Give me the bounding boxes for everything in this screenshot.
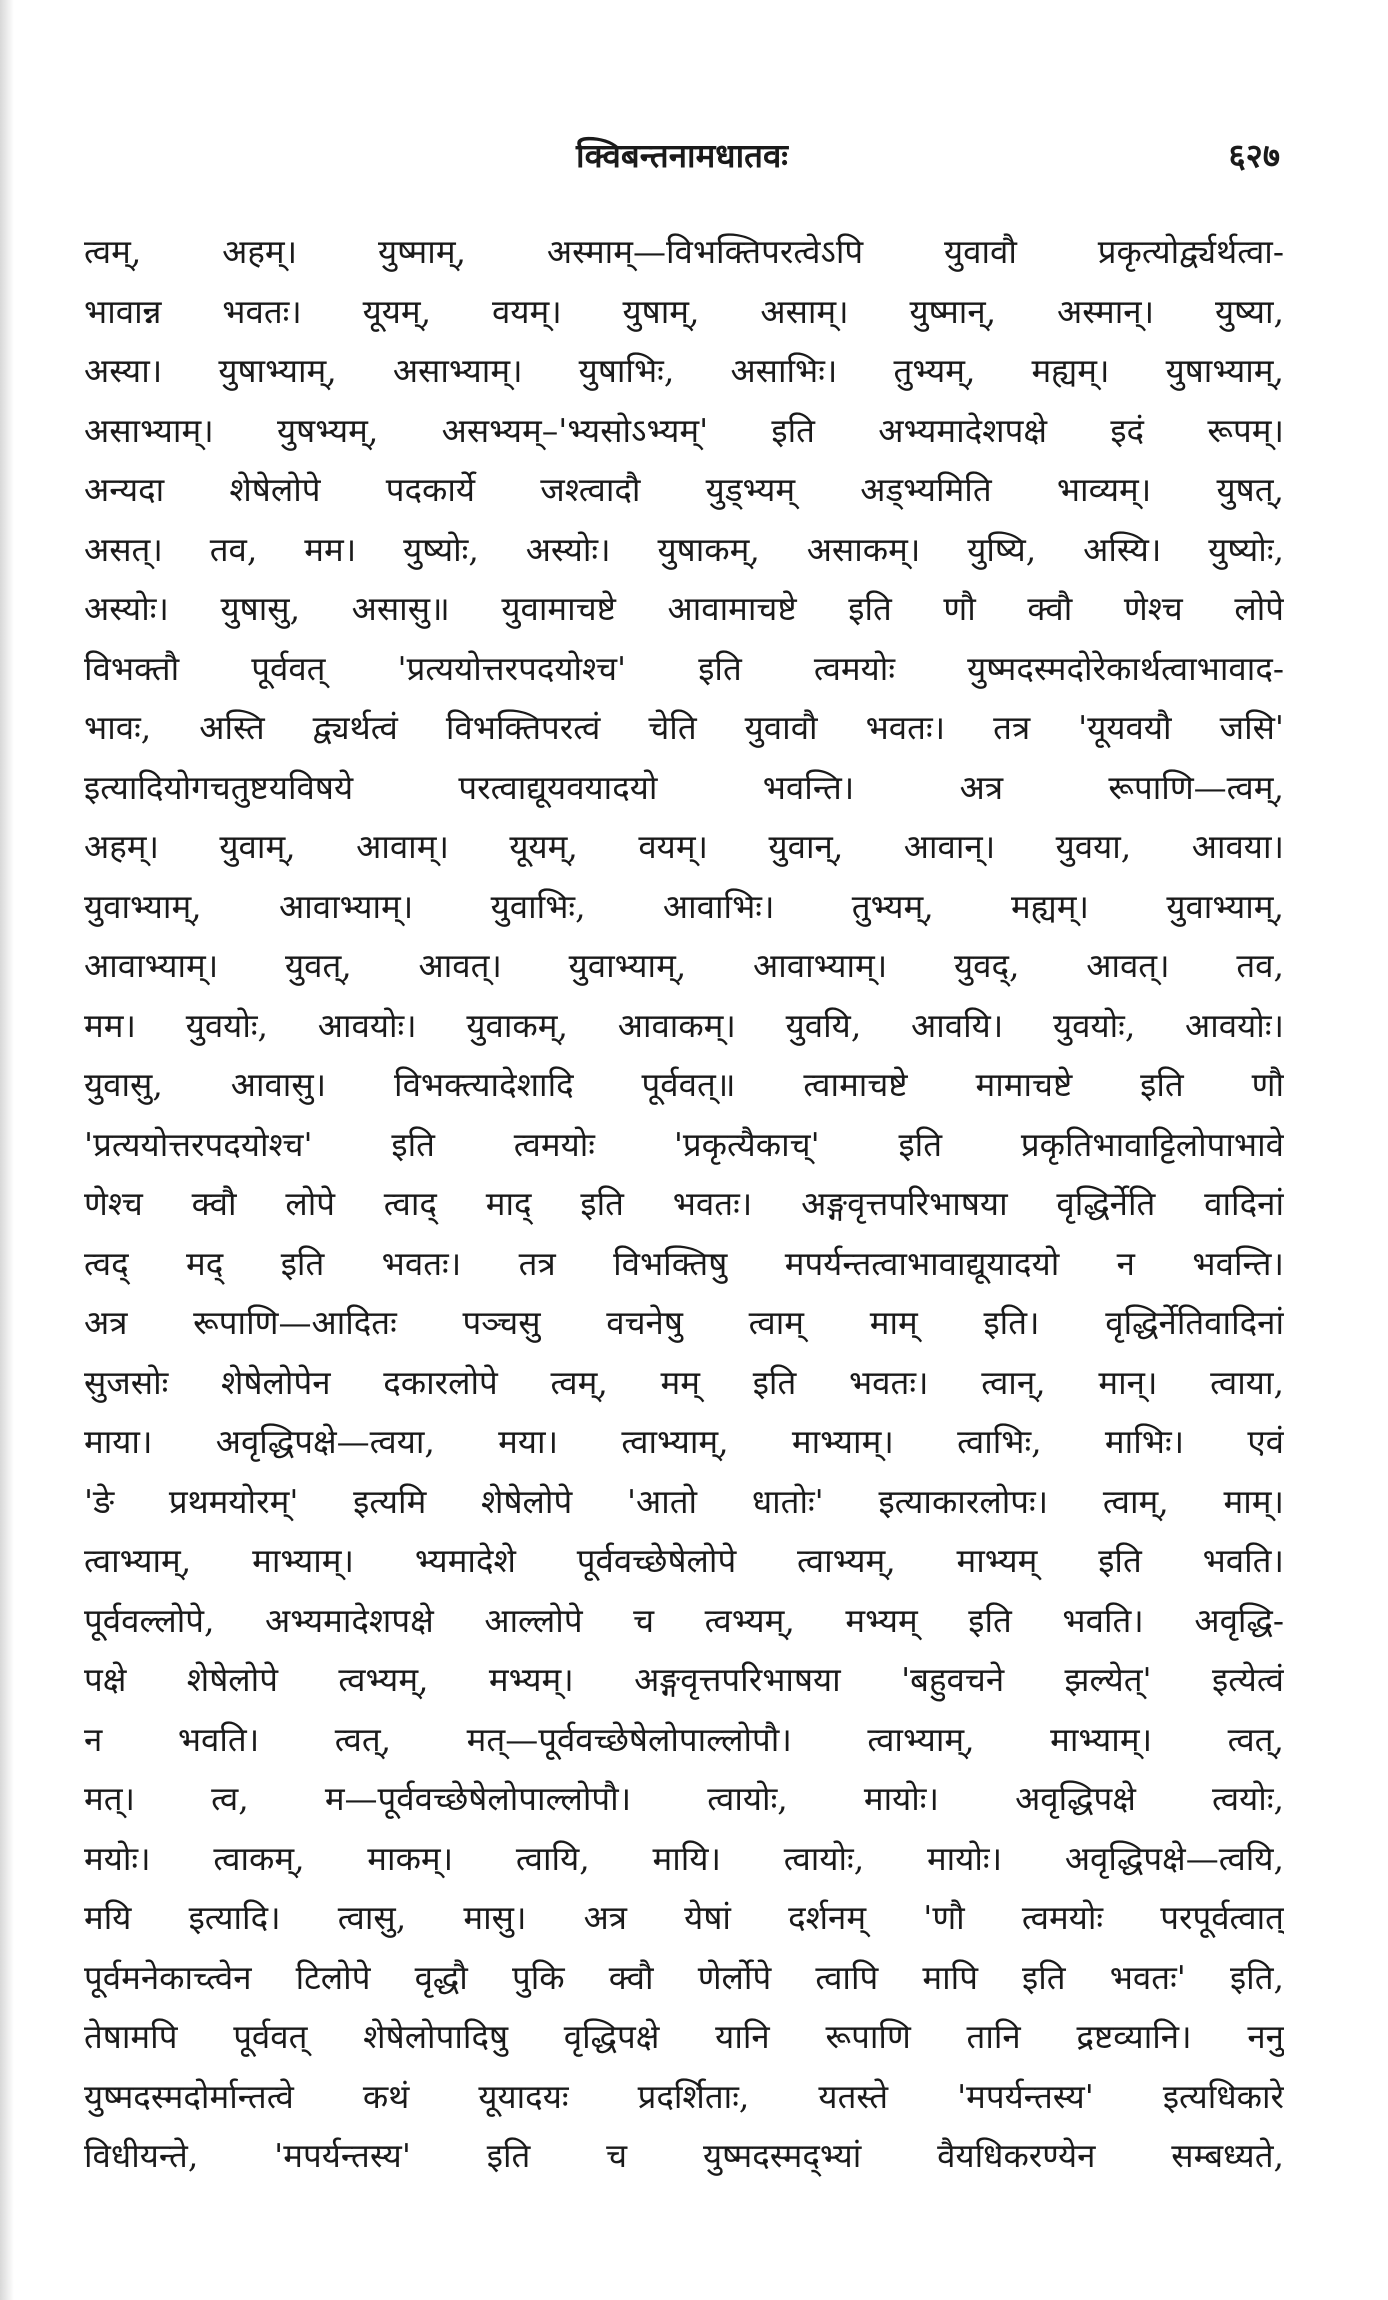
page-number: ६२७ bbox=[1228, 136, 1280, 175]
text-line: पक्षे शेषेलोपे त्वभ्यम्, मभ्यम्। अङ्गवृत्तपरिभाषया 'बहुवचने झल्येत्' इत्येत्वं bbox=[84, 1660, 1284, 1699]
text-line: न भवति। त्वत्, मत्—पूर्ववच्छेषेलोपाल्लोपौ। त्वाभ्याम्, माभ्याम्। त्वत्, bbox=[84, 1719, 1284, 1759]
text-line: अत्र रूपाणि—आदितः पञ्चसु वचनेषु त्वाम् माम् इति। वृद्धिर्नेतिवादिनां bbox=[84, 1303, 1284, 1342]
text-line: पूर्वमनेकाच्त्वेन टिलोपे वृद्धौ पुकि क्वौ णेर्लोपे त्वापि मापि इति भवतः' इति, bbox=[84, 1957, 1284, 1997]
text-line: त्वम्, अहम्। युष्माम्, अस्माम्—विभक्तिपरत्वेऽपि युवावौ प्रकृत्योर्द्व्यर्थत्वा- bbox=[84, 232, 1284, 271]
text-line: विभक्तौ पूर्ववत् 'प्रत्ययोत्तरपदयोश्च' इति त्वमयोः युष्मदस्मदोरेकार्थत्वाभावाद- bbox=[84, 648, 1284, 688]
text-line: णेश्च क्वौ लोपे त्वाद् माद् इति भवतः। अङ्गवृत्तपरिभाषया वृद्धिर्नेति वादिनां bbox=[84, 1184, 1284, 1223]
text-line: असाभ्याम्। युषभ्यम्, असभ्यम्–'भ्यसोऽभ्यम्' इति अभ्यमादेशपक्षे इदं रूपम्। bbox=[84, 410, 1284, 450]
text-line: अस्योः। युषासु, असासु॥ युवामाचष्टे आवामाचष्टे इति णौ क्वौ णेश्च लोपे bbox=[84, 589, 1284, 628]
text-line: युवासु, आवासु। विभक्त्यादेशादि पूर्ववत्॥ त्वामाचष्टे मामाचष्टे इति णौ bbox=[84, 1065, 1284, 1104]
text-line: माया। अवृद्धिपक्षे—त्वया, मया। त्वाभ्याम्, माभ्याम्। त्वाभिः, माभिः। एवं bbox=[84, 1422, 1284, 1461]
text-line: युष्मदस्मदोर्मान्तत्वे कथं यूयादयः प्रदर्शिताः, यतस्ते 'मपर्यन्तस्य' इत्यधिकारे bbox=[84, 2076, 1284, 2116]
text-line: मत्। त्व, म—पूर्ववच्छेषेलोपाल्लोपौ। त्वायोः, मायोः। अवृद्धिपक्षे त्वयोः, bbox=[84, 1779, 1284, 1818]
page-spine-shadow bbox=[0, 0, 14, 2300]
text-line: मयि इत्यादि। त्वासु, मासु। अत्र येषां दर्शनम् 'णौ त्वमयोः परपूर्वत्वात् bbox=[84, 1898, 1284, 1937]
page-header bbox=[84, 132, 1280, 182]
text-line: तेषामपि पूर्ववत् शेषेलोपादिषु वृद्धिपक्षे यानि रूपाणि तानि द्रष्टव्यानि। ननु bbox=[84, 2017, 1284, 2056]
running-title: क्विबन्तनामधातवः bbox=[576, 136, 788, 175]
text-line: अहम्। युवाम्, आवाम्। यूयम्, वयम्। युवान्, आवान्। युवया, आवया। bbox=[84, 827, 1284, 866]
text-line: मम। युवयोः, आवयोः। युवाकम्, आवाकम्। युवयि, आवयि। युवयोः, आवयोः। bbox=[84, 1005, 1284, 1045]
text-line: त्वाभ्याम्, माभ्याम्। भ्यमादेशे पूर्ववच्छेषेलोपे त्वाभ्यम्, माभ्यम् इति भवति। bbox=[84, 1541, 1284, 1580]
text-line: सुजसोः शेषेलोपेन दकारलोपे त्वम्, मम् इति भवतः। त्वान्, मान्। त्वाया, bbox=[84, 1362, 1284, 1402]
text-line: विधीयन्ते, 'मपर्यन्तस्य' इति च युष्मदस्मद्भ्यां वैयधिकरण्येन सम्बध्यते, bbox=[84, 2136, 1284, 2175]
text-line: 'प्रत्ययोत्तरपदयोश्च' इति त्वमयोः 'प्रकृत्यैकाच्' इति प्रकृतिभावाट्टिलोपाभावे bbox=[84, 1124, 1284, 1164]
text-line: अन्यदा शेषेलोपे पदकार्ये जश्त्वादौ युड्भ्यम् अड्भ्यमिति भाव्यम्। युषत्, bbox=[84, 470, 1284, 509]
text-line: पूर्ववल्लोपे, अभ्यमादेशपक्षे आल्लोपे च त्वभ्यम्, मभ्यम् इति भवति। अवृद्धि- bbox=[84, 1600, 1284, 1640]
text-line: त्वद् मद् इति भवतः। तत्र विभक्तिषु मपर्यन्तत्वाभावाद्यूयादयो न भवन्ति। bbox=[84, 1243, 1284, 1283]
body-text bbox=[84, 222, 1284, 2186]
text-line: आवाभ्याम्। युवत्, आवत्। युवाभ्याम्, आवाभ्याम्। युवद्, आवत्। तव, bbox=[84, 946, 1284, 985]
text-line: भावः, अस्ति द्व्यर्थत्वं विभक्तिपरत्वं चेति युवावौ भवतः। तत्र 'यूयवयौ जसि' bbox=[84, 708, 1284, 747]
text-line: भावान्न भवतः। यूयम्, वयम्। युषाम्, असाम्। युष्मान्, अस्मान्। युष्या, bbox=[84, 291, 1284, 331]
text-line: अस्या। युषाभ्याम्, असाभ्याम्। युषाभिः, असाभिः। तुभ्यम्, मह्यम्। युषाभ्याम्, bbox=[84, 351, 1284, 390]
text-line: मयोः। त्वाकम्, माकम्। त्वायि, मायि। त्वायोः, मायोः। अवृद्धिपक्षे—त्वयि, bbox=[84, 1838, 1284, 1878]
text-line: असत्। तव, मम। युष्योः, अस्योः। युषाकम्, असाकम्। युष्यि, अस्यि। युष्योः, bbox=[84, 529, 1284, 569]
text-line: इत्यादियोगचतुष्टयविषये परत्वाद्यूयवयादयो भवन्ति। अत्र रूपाणि—त्वम्, bbox=[84, 767, 1284, 807]
text-line: 'ङे प्रथमयोरम्' इत्यमि शेषेलोपे 'आतो धातोः' इत्याकारलोपः। त्वाम्, माम्। bbox=[84, 1481, 1284, 1521]
text-line: युवाभ्याम्, आवाभ्याम्। युवाभिः, आवाभिः। तुभ्यम्, मह्यम्। युवाभ्याम्, bbox=[84, 886, 1284, 926]
